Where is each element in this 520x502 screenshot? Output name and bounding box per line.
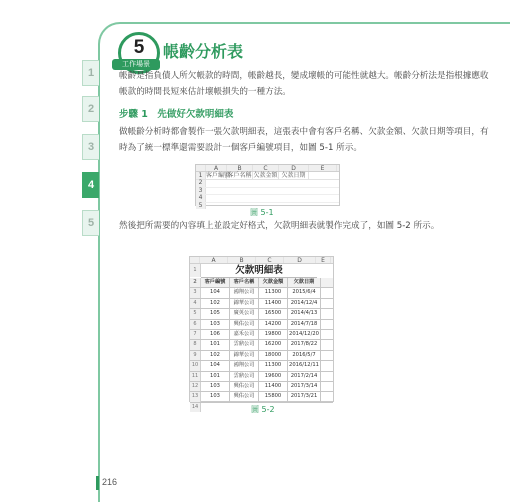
table-cell: 11400: [259, 299, 288, 308]
column-header: 客戶編號: [201, 278, 230, 287]
table-cell: 興佑公司: [230, 320, 259, 329]
table-cell: 105: [201, 309, 230, 318]
table-cell: 11400: [259, 382, 288, 391]
row-number: 1: [196, 172, 206, 179]
row-number: 11: [190, 372, 201, 381]
table-cell: 2017/2/14: [288, 372, 321, 381]
row-number: 9: [190, 351, 201, 360]
table-cell: 18000: [259, 351, 288, 360]
table-row: [190, 392, 333, 402]
row-number: 14: [190, 403, 201, 412]
chapter-tab-5[interactable]: 5: [82, 210, 99, 236]
chapter-number: 5: [133, 37, 145, 58]
chapter-tab-4[interactable]: 4: [82, 172, 99, 198]
row-number: 5: [196, 203, 206, 210]
table-cell: 2014/12/4: [288, 299, 321, 308]
table-cell: 2017/3/14: [288, 382, 321, 391]
page-number-bar: [96, 476, 99, 490]
table-row: [190, 288, 333, 298]
step-heading: 步驟 1 先做好欠款明細表: [119, 109, 234, 120]
table-cell: 19800: [259, 330, 288, 339]
table-cell: 鴻翔公司: [230, 361, 259, 370]
page-number: 216: [102, 477, 118, 487]
table-cell: 101: [201, 340, 230, 349]
closing-paragraph: 然後把所需要的內容填上並設定好格式，欠款明細表就製作完成了，如圖 5-2 所示。: [119, 221, 440, 231]
table-cell: 2016/12/11: [288, 361, 321, 370]
table-row: [190, 361, 333, 371]
row-number: 5: [190, 309, 201, 318]
table-cell: 103: [201, 382, 230, 391]
table-header-row: [190, 278, 333, 288]
row-number: 8: [190, 340, 201, 349]
row-number: 3: [190, 288, 201, 297]
column-header: 客戶名稱: [230, 278, 259, 287]
column-header: 欠款金額: [259, 278, 288, 287]
chapter-tab-3[interactable]: 3: [82, 134, 99, 160]
column-header-row: [190, 257, 333, 264]
table-cell: 106: [201, 330, 230, 339]
corner-cell: [196, 165, 206, 171]
table-cell: 錦華公司: [230, 299, 259, 308]
table-row: [190, 309, 333, 319]
table-cell: 興佑公司: [230, 382, 259, 391]
table-row: [190, 320, 333, 330]
header-cell: 欠款日期: [279, 172, 309, 179]
column-letter: E: [309, 165, 337, 171]
spreadsheet-figure-1: [195, 164, 340, 209]
table-title: 欠款明細表: [201, 264, 317, 278]
table-body: [190, 288, 333, 402]
table-row: [190, 382, 333, 392]
column-letter: E: [316, 257, 331, 263]
table-cell: 103: [201, 392, 230, 401]
table-cell: 102: [201, 299, 230, 308]
table-cell: 2014/12/20: [288, 330, 321, 339]
column-header: 欠款日期: [288, 278, 321, 287]
chapter-tag: 工作場景: [112, 59, 160, 70]
table-cell: 102: [201, 351, 230, 360]
table-cell: 雲鼎公司: [230, 340, 259, 349]
header-cell: 客戶名稱: [227, 172, 252, 179]
row-number: 2: [190, 278, 201, 287]
table-row: [196, 180, 339, 188]
title-row: [190, 264, 333, 278]
table-cell: 16200: [259, 340, 288, 349]
row-number: 10: [190, 361, 201, 370]
row-number: 6: [190, 320, 201, 329]
table-cell: 2014/4/13: [288, 309, 321, 318]
row-number: 7: [190, 330, 201, 339]
table-cell: 2016/5/7: [288, 351, 321, 360]
column-letter: D: [284, 257, 316, 263]
column-letter: B: [227, 165, 253, 171]
section-title: 帳齡分析表: [163, 42, 244, 61]
chapter-tab-2[interactable]: 2: [82, 96, 99, 122]
column-header-row: [196, 165, 339, 172]
table-cell: 鴻翔公司: [230, 288, 259, 297]
row-number: 2: [196, 180, 206, 187]
table-cell: 嘉禾公司: [230, 330, 259, 339]
row-number: 1: [190, 264, 201, 277]
table-row: [190, 351, 333, 361]
column-letter: C: [256, 257, 284, 263]
table-row: [190, 340, 333, 350]
column-letter: A: [200, 257, 228, 263]
table-cell: 103: [201, 320, 230, 329]
row-number: 4: [190, 299, 201, 308]
table-cell: 2017/8/22: [288, 340, 321, 349]
column-letter: B: [228, 257, 256, 263]
table-row: [190, 299, 333, 309]
figure-caption-2: 圖 5-2: [251, 405, 275, 414]
table-cell: 11300: [259, 288, 288, 297]
table-cell: 錦華公司: [230, 351, 259, 360]
table-row: [190, 330, 333, 340]
row-number: 3: [196, 188, 206, 195]
table-cell: 16500: [259, 309, 288, 318]
step-paragraph: 做帳齡分析時都會製作一張欠款明細表，這張表中會有客戶名稱、欠款金額、欠款日期等項目，有時為了統一標準還需要設計一個客戶編號項目，如圖 5-1 所示。: [119, 127, 489, 153]
row-number: 13: [190, 392, 201, 401]
table-cell: 15800: [259, 392, 288, 401]
table-cell: 雲鼎公司: [230, 372, 259, 381]
table-cell: 廣英公司: [230, 309, 259, 318]
table-cell: 19600: [259, 372, 288, 381]
header-cell: 客戶編號: [206, 172, 231, 179]
table-row: [190, 372, 333, 382]
table-cell: 11300: [259, 361, 288, 370]
row-number: 12: [190, 382, 201, 391]
table-cell: 14200: [259, 320, 288, 329]
chapter-tab-1[interactable]: 1: [82, 60, 99, 86]
table-row: [196, 195, 339, 203]
table-cell: 104: [201, 288, 230, 297]
header-cell: 欠款金額: [253, 172, 278, 179]
corner-cell: [190, 257, 200, 263]
column-letter: A: [206, 165, 227, 171]
table-row: [196, 188, 339, 196]
table-cell: 101: [201, 372, 230, 381]
table-row: [196, 172, 339, 180]
column-letter: D: [279, 165, 309, 171]
table-cell: 2014/7/18: [288, 320, 321, 329]
table-cell: 104: [201, 361, 230, 370]
row-number: 4: [196, 195, 206, 202]
table-cell: 興佑公司: [230, 392, 259, 401]
intro-paragraph: 帳齡是指負債人所欠帳款的時間，帳齡越長，變成壞帳的可能性就越大。帳齡分析法是指根據應收帳款的時間長短來估計壞帳損失的一種方法。: [119, 71, 489, 97]
table-cell: 2017/3/21: [288, 392, 321, 401]
table-cell: 2015/6/4: [288, 288, 321, 297]
column-letter: C: [253, 165, 279, 171]
figure-caption-1: 圖 5-1: [250, 208, 274, 217]
